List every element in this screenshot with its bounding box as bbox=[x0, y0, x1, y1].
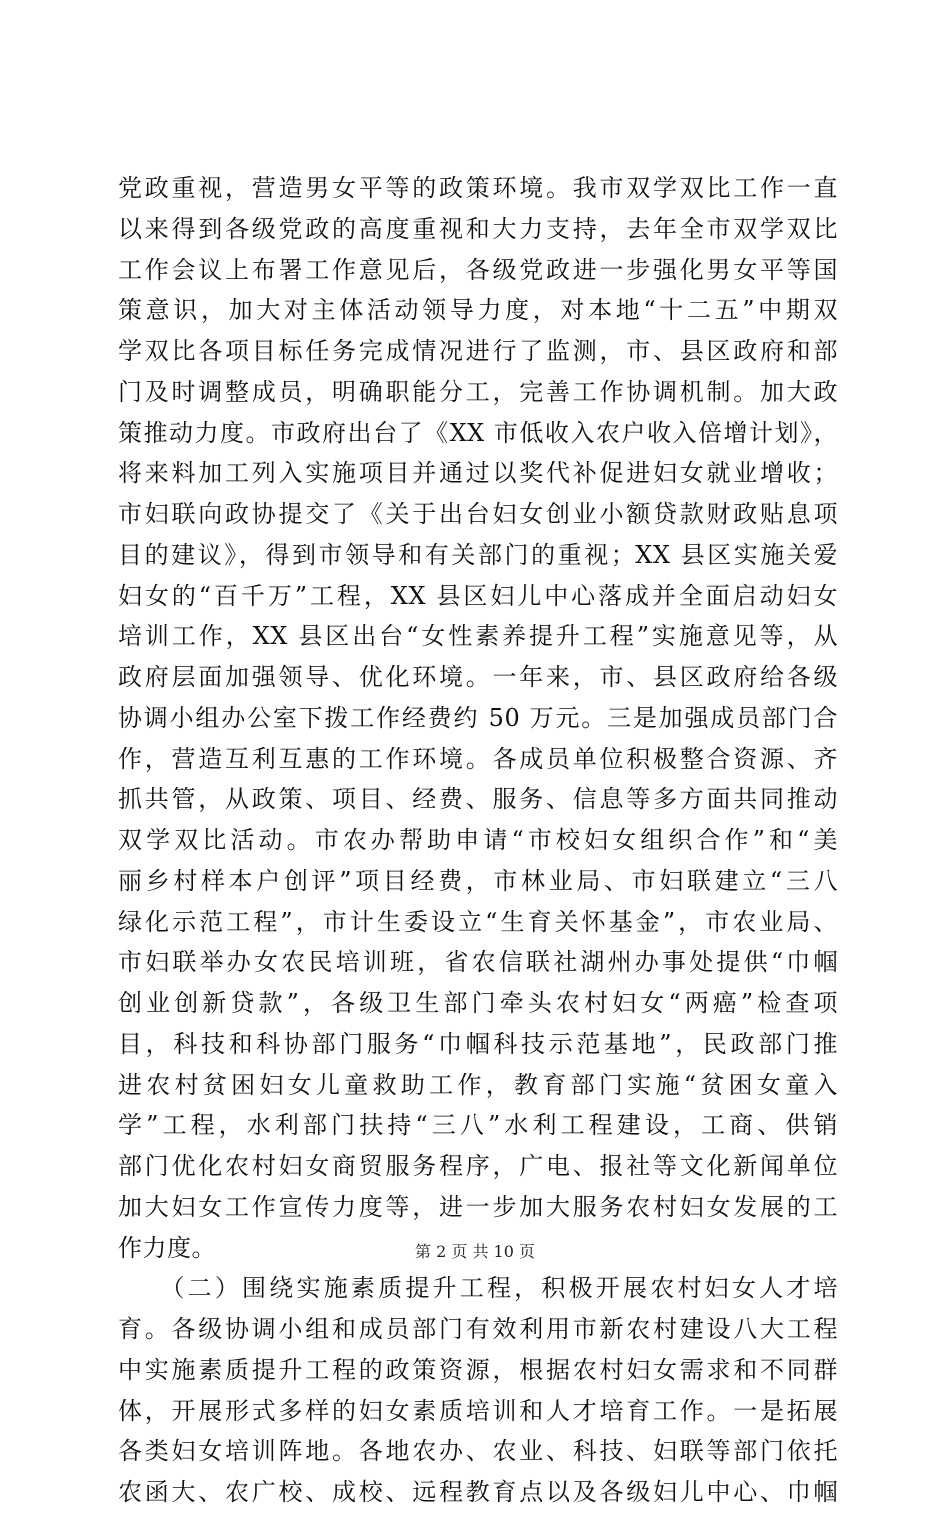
text-line: 策意识，加大对主体活动领导力度，对本地“十二五”中期双 bbox=[118, 296, 838, 325]
text-line: 农函大、农广校、成校、远程教育点以及各级妇儿中心、巾帼 bbox=[118, 1478, 838, 1506]
text-line: 妇女的“百千万”工程，XX 县区妇儿中心落成并全面启动妇女 bbox=[118, 581, 838, 610]
text-line: 工作会议上布署工作意见后，各级党政进一步强化男女平等国 bbox=[118, 255, 838, 284]
text-line: 协调小组办公室下拨工作经费约 50 万元。三是加强成员部门合 bbox=[118, 703, 838, 732]
text-line: 将来料加工列入实施项目并通过以奖代补促进妇女就业增收； bbox=[118, 459, 838, 488]
text-line: 体，开展形式多样的妇女素质培训和人才培育工作。一是拓展 bbox=[118, 1396, 838, 1425]
text-line: 进农村贫困妇女儿童救助工作，教育部门实施“贫困女童入 bbox=[118, 1070, 838, 1099]
text-line: 学”工程，水利部门扶持“三八”水利工程建设，工商、供销 bbox=[118, 1111, 838, 1140]
text-line: 双学双比活动。市农办帮助申请“市校妇女组织合作”和“美 bbox=[118, 826, 838, 854]
page-number-label: 第 2 页 共 10 页 bbox=[415, 1242, 535, 1261]
text-line: 市妇联向政协提交了《关于出台妇女创业小额贷款财政贴息项 bbox=[118, 500, 838, 528]
text-line: 以来得到各级党政的高度重视和大力支持，去年全市双学双比 bbox=[118, 214, 838, 243]
text-line: 各类妇女培训阵地。各地农办、农业、科技、妇联等部门依托 bbox=[118, 1437, 838, 1466]
text-line: 丽乡村样本户创评”项目经费，市林业局、市妇联建立“三八 bbox=[118, 866, 838, 895]
text-line: 抓共管，从政策、项目、经费、服务、信息等多方面共同推动 bbox=[118, 785, 838, 814]
text-line: 创业创新贷款”，各级卫生部门牵头农村妇女“两癌”检查项 bbox=[118, 989, 838, 1017]
text-line: （二）围绕实施素质提升工程，积极开展农村妇女人才培 bbox=[118, 1274, 838, 1303]
text-line: 加大妇女工作宣传力度等，进一步加大服务农村妇女发展的工 bbox=[118, 1192, 838, 1221]
text-line: 中实施素质提升工程的政策资源，根据农村妇女需求和不同群 bbox=[118, 1355, 838, 1384]
text-line: 作，营造互利互惠的工作环境。各成员单位积极整合资源、齐 bbox=[118, 744, 838, 773]
text-line: 学双比各项目标任务完成情况进行了监测，市、县区政府和部 bbox=[118, 337, 838, 365]
text-line: 门及时调整成员，明确职能分工，完善工作协调机制。加大政 bbox=[118, 377, 838, 406]
text-line: 政府层面加强领导、优化环境。一年来，市、县区政府给各级 bbox=[118, 663, 838, 691]
text-line: 培训工作，XX 县区出台“女性素养提升工程”实施意见等，从 bbox=[118, 622, 838, 651]
text-line: 绿化示范工程”，市计生委设立“生育关怀基金”，市农业局、 bbox=[118, 907, 838, 936]
text-line: 育。各级协调小组和成员部门有效利用市新农村建设八大工程 bbox=[118, 1315, 838, 1343]
body-text bbox=[118, 168, 838, 1513]
text-line: 目的建议》，得到市领导和有关部门的重视；XX 县区实施关爱 bbox=[118, 540, 838, 569]
text-line: 党政重视，营造男女平等的政策环境。我市双学双比工作一直 bbox=[118, 174, 838, 202]
text-line: 目，科技和科协部门服务“巾帼科技示范基地”，民政部门推 bbox=[118, 1029, 838, 1058]
text-line: 部门优化农村妇女商贸服务程序，广电、报社等文化新闻单位 bbox=[118, 1152, 838, 1180]
page-footer bbox=[0, 1240, 950, 1264]
text-line: 市妇联举办女农民培训班，省农信联社湖州办事处提供“巾帼 bbox=[118, 948, 838, 977]
text-line: 作力度。 bbox=[118, 1233, 216, 1262]
text-line: 策推动力度。市政府出台了《XX 市低收入农户收入倍增计划》， bbox=[118, 418, 838, 447]
